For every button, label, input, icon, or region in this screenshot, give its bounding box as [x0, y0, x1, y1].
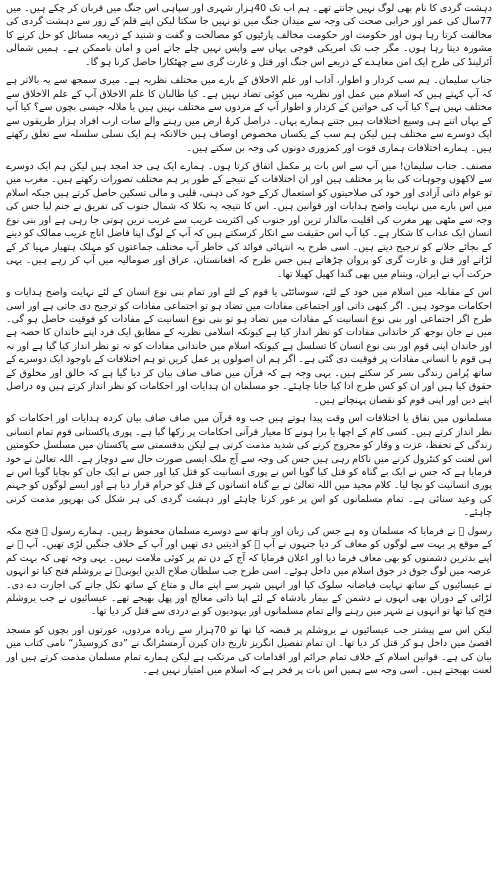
article-paragraph-2: جناب سلیمان۔ ہم سب کردار و اطوار، آداب اور علم الاخلاق کے بارے میں مختلف نظریہ ہے۔ میری سمجھ سے یہ بالاتر ہے کہ آپ کہتے ہیں کہ اسلام میں عمل اور نظریہ میں کوئی تضاد نہیں ہے۔ کیا طالبان کا علم الاخلاق آپ کے علم الاخلاق سے مختلف نہیں ہے؟ کیا آپ کی خواتین کے کردار و اطوار آپ کے مردوں سے مختلف نہیں ہیں یا ملالہ جیسی بچوں سے؟ کیا آپ کے یہاں اتنے ہی وسیع اختلافات ہیں جتنے ہمارے یہاں۔ دراصل کرۂ ارض میں رہنے والے سات ارب افراد ہزار طریقوں سے ایک دوسرے سے مختلف ہیں لیکن ہم سب کے یکساں مخصوص اوصاف ہیں حالانکہ ہم ایک نسلی سلسلہ سے تعلق رکھتے ہیں۔ ہمارے اختلافات ہماری قوت اور کمزوری دونوں کی وجہ بن سکتے ہیں۔	[6, 75, 492, 154]
article-paragraph-3: مصنف۔ جناب سلیمان! میں آپ سے اس بات پر مکمل اتفاق کرتا ہوں۔ ہمارے ایک ہی جد امجد ہیں لیکن ہم ایک دوسرے سے لاکھوں وجوہات کی بنا پر مختلف ہیں اور ان اختلافات کے نتیجے کے طور پر ہم مختلف تصورات رکھتے ہیں۔ مغرب میں تو عوام ذاتی آزادی اور خود کی صلاحیتوں کو استعمال کرکے خود کی ذہنی، قلبی و مالی تسکین حاصل کرتے ہیں جبکہ اسلام میں اس بارے میں نہایت واضح ہدایات اور قوانین ہیں۔ اس کا نتیجہ یہ نکلا کہ شمال جنوب کی تفریق نے جنم لیا جس کی وجہ سے مٹھی بھر مغرب کی اقلیت مالدار ترین اور جنوب کی اکثریت غریب سے غریب ترین ہوتی جا رہی ہے اور بنی نوع انسان ایک عذاب کا شکار ہے۔ کیا آپ اس حقیقت سے انکار کرسکتے ہیں کہ آپ کے لوگ اپنا فاضل اناج غریب ممالک کو دینے کے بجائے جلانے کو ترجیح دیتے ہیں۔ اسی طرح یہ انتہائی فوائد کی خاطر آپ مختلف جماعتوں کو مہلک ہتھیار مہیا کر کے لڑاتے اور قتل و غارت گری کو پروان چڑھاتے ہیں جس طرح کہ افغانستان، عراق اور صومالیہ میں آپ کر رہے ہیں۔ یہی حرکت آپ نے ایران، ویتنام میں بھی گندا کھیل کھیلا تھا۔	[6, 160, 492, 280]
article-paragraph-7: لیکن اس سے پیشتر جب عیسائیوں نے یروشلم پر قبضہ کیا تھا تو 70ہزار سے زیادہ مردوں، عورتوں اور بچوں کو مسجد اقصیٰ میں داخل ہو کر قتل کر دیا تھا۔ ان تمام تفصیل انگریز تاریخ دان کیرن آرمسٹرانگ نے ”دی کروسیڈز“ نامی کتاب میں بیان کی ہے۔ قوانین اسلام کے خلاف تمام جرائم اور اقدامات کی مرتکب ہے لیکن ہمارے تمام مسلمان مذمت کرتے ہیں اور لعنت بھیجتے ہیں۔ اسی وجہ سے ہمیں اس بات پر فخر ہے کہ اسلام میں امتیاز نہیں ہے۔	[6, 624, 492, 677]
article-paragraph-1: دہشت گردی کا نام بھی لوگ نہیں جانتے تھے۔ ہم اب تک 40ہزار شہری اور سپاہی اس جنگ میں قربان کر چکے ہیں۔ میں 77سال کی عمر اور خرابی صحت کی وجہ سے میدان جنگ میں تو نہیں جا سکتا لیکن اپنے قلم کے زور سے دہشت گردی کی مخالفت کرتا رہا ہوں اور حکومت اور حکومت مخالف پارٹیوں کو مصالحت و گفت و شنید کے ذریعہ مسائل کو حل کرنے کا مشورہ دیتا رہا ہوں۔ مگر جب تک امریکی فوجی یہاں سے واپس نہیں چلے جاتے امن و امان ناممکن ہے۔ ہمیں شمالی آئرلینڈ کی طرح ایک امن معاہدے کے ذریعے اس جنگ اور قتل و غارت گری سے چھٹکارا حاصل کرنا ہو گا۔	[6, 3, 492, 68]
article-paragraph-6: رسول ﷺ نے فرمایا کہ مسلمان وہ ہے جس کی زبان اور ہاتھ سے دوسرے مسلمان محفوظ رہیں۔ ہمارے رسول ﷺ فتح مکہ کے موقع پر بہت سے لوگوں کو معاف کر دیا جنہوں نے آپ ﷺ کو اذیتیں دی تھیں اور آپ کے خلاف جنگیں لڑی تھیں۔ آپ ﷺ نے اپنے بدترین دشمنوں کو بھی معاف فرما دیا اور اعلان فرمایا کہ آج کے دن تم پر کوئی ملامت نہیں۔ یہی وجہ تھی کہ بہت کم عرصہ میں لوگ جوق در جوق اسلام میں داخل ہوئے۔ اسی طرح جب سلطان صلاح الدین ایوبیؒ نے یروشلم فتح کیا تو انہوں نے عیسائیوں کے ساتھ نہایت فیاضانہ سلوک کیا اور انہیں شہر سے اپنے مال و متاع کے ساتھ نکل جانے کی اجازت دے دی۔ لڑائی کے دوران بھی انہوں نے دشمن کے بیمار بادشاہ کے لئے اپنا ذاتی معالج اور پھل بھیجے تھے۔ عیسائیوں نے جب یروشلم فتح کیا تھا تو انہوں نے شہر میں رہنے والے تمام مسلمانوں اور یہودیوں کو بے دردی سے قتل کر دیا تھا۔	[6, 525, 492, 618]
article-paragraph-5: مسلمانوں میں نفاق یا اختلافات اس وقت پیدا ہوتے ہیں جب وہ قرآن میں صاف صاف بیان کردہ ہدایات اور احکامات کو نظر انداز کرتے ہیں۔ کسی کام کے اچھا یا برا ہونے کا معیار قرآنی احکامات پر رکھا گیا ہے۔ پوری پاکستانی قوم تمام انسانی زندگی کے تحفظ، عزت و وقار کو مجروح کرنے کی شدید مذمت کرتی ہے لیکن بدقسمتی سے پاکستان میں مسلسل حکومتیں اس لعنت کو کنٹرول کرنے میں ناکام رہی ہیں جس کی وجہ سے آج ملک ایسی صورت حال سے دوچار ہے۔ اللہ تعالیٰ نے خود فرمایا ہے کہ جس نے ایک بے گناہ کو قتل کیا گویا اس نے پوری انسانیت کو قتل کیا اور جس نے ایک جان کو بچایا گویا اس نے پوری انسانیت کو بچا لیا۔ کلام مجید میں اللہ تعالیٰ نے بے گناہ انسانوں کے قتل کو حرام قرار دیا ہے اور ایسے لوگوں کو جہنم کی وعید سنائی ہے۔ تمام مسلمانوں کو اس پر غور کرنا چاہئے اور دہشت گردی کی ہر شکل کی بھرپور مذمت کرنی چاہئے۔	[6, 413, 492, 519]
article-page	[6, 2, 492, 892]
article-paragraph-4: اس کے مقابلہ میں اسلام میں خود کے لئے، سوسائٹی یا قوم کے لئے اور تمام بنی نوع انسان کے لئے نہایت واضح ہدایات و احکامات موجود ہیں۔ اگر کبھی ذاتی اور اجتماعی مفادات میں تضاد ہو تو اجتماعی مفادات کو ترجیح دی جاتی ہے اور اسی طرح اگر اجتماعی اور بنی نوع انسانیت کے مفادات میں تضاد ہو تو بنی نوع انسانیت کے مفادات کو فوقیت حاصل ہو گی۔ میں نے جان بوجھ کر خاندانی مفادات کو نظر انداز کیا ہے کیونکہ اسلامی نظریہ کے مطابق ایک فرد اپنے خاندان کا حصہ ہے اور خاندان اپنی قوم اور بنی نوع انسان کا تسلسل ہے کیونکہ اسلام میں خاندانی مفادات کو نہ تو نظر انداز کیا گیا ہے اور نہ ہی قوم یا انسانی مفادات پر فوقیت دی گئی ہے۔ اگر ہم ان اصولوں پر عمل کریں تو ہم اختلافات کے باوجود ایک دوسرے کے ساتھ پُرامن زندگی بسر کر سکتے ہیں۔ یہی وجہ ہے کہ قرآن میں صاف صاف بیان کر دیا گیا ہے کہ خالق اور مخلوق کے حقوق کیا ہیں اور ان کو کس طرح ادا کیا جانا چاہئے۔ جو مسلمان ان ہدایات اور احکامات کو نظر انداز کرتے ہیں وہ دراصل اپنے دین اور اپنی قوم کو نقصان پہنچاتے ہیں۔	[6, 287, 492, 406]
